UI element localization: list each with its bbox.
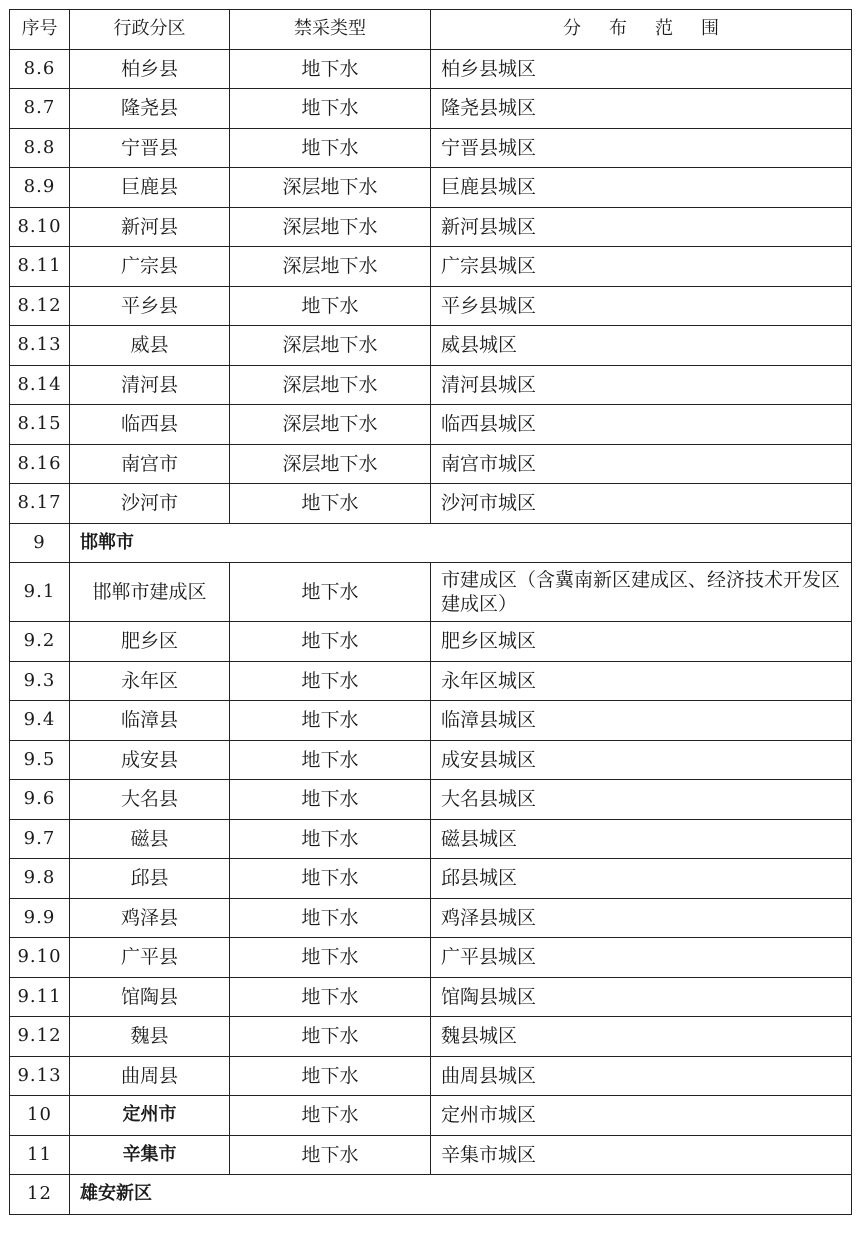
- row-index: 9.8: [10, 859, 70, 899]
- row-type: 地下水: [230, 484, 431, 524]
- row-district: 威县: [70, 326, 230, 366]
- row-scope: 魏县城区: [431, 1017, 852, 1057]
- row-type: 深层地下水: [230, 247, 431, 287]
- row-scope: 临西县城区: [431, 405, 852, 445]
- header-district: 行政分区: [70, 10, 230, 50]
- row-index: 9.13: [10, 1056, 70, 1096]
- row-index: 9.10: [10, 938, 70, 978]
- row-type: 地下水: [230, 819, 431, 859]
- row-index: 11: [10, 1135, 70, 1175]
- row-index: 9.3: [10, 661, 70, 701]
- row-index: 8.16: [10, 444, 70, 484]
- row-district: 广平县: [70, 938, 230, 978]
- row-type: 深层地下水: [230, 207, 431, 247]
- row-type: 地下水: [230, 286, 431, 326]
- row-district: 曲周县: [70, 1056, 230, 1096]
- row-type: 地下水: [230, 49, 431, 89]
- row-scope: 曲周县城区: [431, 1056, 852, 1096]
- row-scope: 威县城区: [431, 326, 852, 366]
- row-scope: 隆尧县城区: [431, 89, 852, 129]
- group-name: 雄安新区: [70, 1175, 852, 1215]
- row-index: 10: [10, 1096, 70, 1136]
- row-type: 深层地下水: [230, 326, 431, 366]
- row-district: 永年区: [70, 661, 230, 701]
- table-row: [10, 405, 852, 445]
- row-type: 地下水: [230, 1135, 431, 1175]
- row-index: 9.2: [10, 622, 70, 662]
- group-row: [10, 1175, 852, 1215]
- table-header-row: [10, 10, 852, 50]
- row-district: 柏乡县: [70, 49, 230, 89]
- row-index: 8.15: [10, 405, 70, 445]
- row-index: 9.7: [10, 819, 70, 859]
- row-type: 地下水: [230, 89, 431, 129]
- table-row: [10, 859, 852, 899]
- row-scope: 成安县城区: [431, 740, 852, 780]
- row-district: 新河县: [70, 207, 230, 247]
- header-scope: 分布范围: [431, 10, 852, 50]
- row-scope: 永年区城区: [431, 661, 852, 701]
- table-row: [10, 168, 852, 208]
- row-district: 邱县: [70, 859, 230, 899]
- row-district: 大名县: [70, 780, 230, 820]
- table-row: [10, 128, 852, 168]
- table-row: [10, 1017, 852, 1057]
- row-index: 8.7: [10, 89, 70, 129]
- row-scope: 宁晋县城区: [431, 128, 852, 168]
- row-scope: 定州市城区: [431, 1096, 852, 1136]
- row-type: 地下水: [230, 622, 431, 662]
- row-index: 9.4: [10, 701, 70, 741]
- row-scope: 临漳县城区: [431, 701, 852, 741]
- table-row: [10, 484, 852, 524]
- row-scope: 市建成区（含冀南新区建成区、经济技术开发区建成区）: [431, 563, 852, 622]
- row-district: 沙河市: [70, 484, 230, 524]
- row-district: 馆陶县: [70, 977, 230, 1017]
- row-type: 地下水: [230, 661, 431, 701]
- row-index: 8.14: [10, 365, 70, 405]
- table-row: [10, 1135, 852, 1175]
- row-district: 魏县: [70, 1017, 230, 1057]
- row-index: 8.11: [10, 247, 70, 287]
- row-type: 深层地下水: [230, 444, 431, 484]
- row-scope: 辛集市城区: [431, 1135, 852, 1175]
- row-index: 9.11: [10, 977, 70, 1017]
- row-scope: 广宗县城区: [431, 247, 852, 287]
- row-type: 深层地下水: [230, 405, 431, 445]
- row-type: 地下水: [230, 977, 431, 1017]
- row-district: 平乡县: [70, 286, 230, 326]
- row-type: 地下水: [230, 1056, 431, 1096]
- row-index: 9.5: [10, 740, 70, 780]
- row-index: 8.9: [10, 168, 70, 208]
- table-row: [10, 365, 852, 405]
- row-type: 地下水: [230, 740, 431, 780]
- row-scope: 肥乡区城区: [431, 622, 852, 662]
- row-index: 8.8: [10, 128, 70, 168]
- row-scope: 清河县城区: [431, 365, 852, 405]
- table-row: [10, 622, 852, 662]
- group-row: [10, 523, 852, 563]
- row-index: 8.17: [10, 484, 70, 524]
- row-index: 9.12: [10, 1017, 70, 1057]
- row-type: 地下水: [230, 938, 431, 978]
- row-district: 成安县: [70, 740, 230, 780]
- row-scope: 广平县城区: [431, 938, 852, 978]
- row-index: 9.9: [10, 898, 70, 938]
- row-index: 8.10: [10, 207, 70, 247]
- table-row: [10, 286, 852, 326]
- row-type: 深层地下水: [230, 365, 431, 405]
- table-row: [10, 819, 852, 859]
- row-scope: 沙河市城区: [431, 484, 852, 524]
- header-index: 序号: [10, 10, 70, 50]
- row-district: 磁县: [70, 819, 230, 859]
- table-row: [10, 326, 852, 366]
- row-index: 8.12: [10, 286, 70, 326]
- row-scope: 馆陶县城区: [431, 977, 852, 1017]
- row-scope: 南宫市城区: [431, 444, 852, 484]
- table-row: [10, 89, 852, 129]
- row-index: 8.6: [10, 49, 70, 89]
- row-type: 地下水: [230, 563, 431, 622]
- row-district: 定州市: [70, 1096, 230, 1136]
- row-district: 南宫市: [70, 444, 230, 484]
- row-scope: 巨鹿县城区: [431, 168, 852, 208]
- table-row: [10, 661, 852, 701]
- row-type: 深层地下水: [230, 168, 431, 208]
- row-type: 地下水: [230, 1096, 431, 1136]
- group-name: 邯郸市: [70, 523, 852, 563]
- row-type: 地下水: [230, 1017, 431, 1057]
- table-body: [10, 49, 852, 1214]
- row-district: 广宗县: [70, 247, 230, 287]
- row-district: 宁晋县: [70, 128, 230, 168]
- table-row: [10, 207, 852, 247]
- row-district: 临西县: [70, 405, 230, 445]
- row-type: 地下水: [230, 780, 431, 820]
- table-row: [10, 701, 852, 741]
- row-district: 隆尧县: [70, 89, 230, 129]
- row-scope: 邱县城区: [431, 859, 852, 899]
- row-scope: 鸡泽县城区: [431, 898, 852, 938]
- row-index: 12: [10, 1175, 70, 1215]
- table-row: [10, 740, 852, 780]
- row-district: 辛集市: [70, 1135, 230, 1175]
- row-district: 临漳县: [70, 701, 230, 741]
- row-index: 9.1: [10, 563, 70, 622]
- row-district: 清河县: [70, 365, 230, 405]
- row-district: 邯郸市建成区: [70, 563, 230, 622]
- row-index: 9: [10, 523, 70, 563]
- row-scope: 平乡县城区: [431, 286, 852, 326]
- row-scope: 磁县城区: [431, 819, 852, 859]
- row-type: 地下水: [230, 701, 431, 741]
- table-row: [10, 780, 852, 820]
- row-index: 9.6: [10, 780, 70, 820]
- header-type: 禁采类型: [230, 10, 431, 50]
- row-scope: 大名县城区: [431, 780, 852, 820]
- row-type: 地下水: [230, 859, 431, 899]
- row-type: 地下水: [230, 898, 431, 938]
- table-row: [10, 563, 852, 622]
- table-row: [10, 1056, 852, 1096]
- prohibited-extraction-table: [9, 9, 852, 1215]
- table-row: [10, 977, 852, 1017]
- row-district: 肥乡区: [70, 622, 230, 662]
- table-row: [10, 898, 852, 938]
- table-row: [10, 444, 852, 484]
- table-row: [10, 1096, 852, 1136]
- table-row: [10, 247, 852, 287]
- row-scope: 柏乡县城区: [431, 49, 852, 89]
- row-district: 巨鹿县: [70, 168, 230, 208]
- row-index: 8.13: [10, 326, 70, 366]
- table-row: [10, 938, 852, 978]
- row-scope: 新河县城区: [431, 207, 852, 247]
- table-row: [10, 49, 852, 89]
- row-district: 鸡泽县: [70, 898, 230, 938]
- row-type: 地下水: [230, 128, 431, 168]
